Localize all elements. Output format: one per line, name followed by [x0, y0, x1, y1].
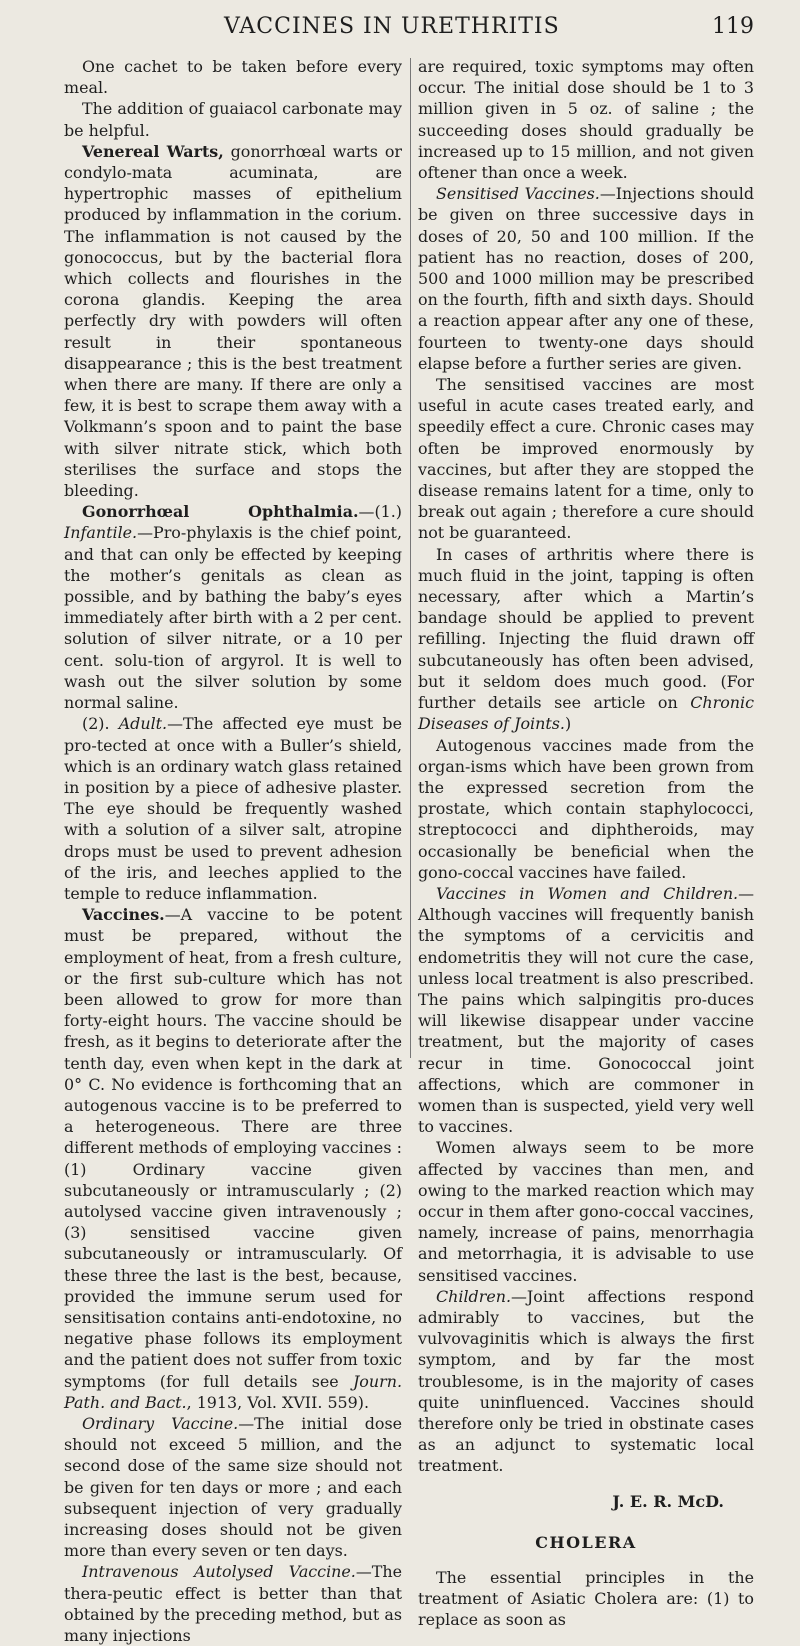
paragraph-children: Children.—Joint affections respond admirably to vaccines, but the vulvovaginitis which is always the first symptom, and by far the most troublesome, is in the majority of cases quite uninfluenced. Vaccines should therefore only be tried in obstinate cases as an adjunct to systematic local treatment.: [418, 1286, 754, 1476]
column-divider: [410, 58, 411, 1058]
paragraph-women-children: Vaccines in Women and Children.—Although vaccines will frequently banish the symptoms of a cervicitis and endometritis they will not cure the case, unless local treatment is also prescribed. The pains which salpingitis pro-duces will likewise disappear under vaccine treatment, but the majority of cases recur in time. Gonococcal joint affections, which are commoner in women than is suspected, yield very well to vaccines.: [418, 883, 754, 1137]
paragraph-sensitised-vaccines: Sensitised Vaccines.—Injections should be given on three successive days in doses of 20, 50 and 100 million. If the patient has no reaction, doses of 200, 500 and 1000 million may be prescribed on the fourth, fifth and sixth days. Should a reaction appear after any one of these, fourteen to twenty-one days should elapse before a further series are given.: [418, 184, 754, 373]
running-title: VACCINES IN URETHRITIS: [224, 14, 560, 39]
paragraph-gonorrhoeal-ophthalmia: Gonorrhœal Ophthalmia.—(1.) Infantile.—Pro-phylaxis is the chief point, and that can only be effected by keeping the mother’s genitals as clean as possible, and by bathing the baby’s eyes immediately after birth with a 2 per cent. solution of silver nitrate, or a 10 per cent. solu-tion of argyrol. It is well to wash out the silver solution by some normal saline.: [64, 502, 402, 713]
paragraph-autogenous: Autogenous vaccines made from the organ-isms which have been grown from the expressed secretion from the prostate, which contain staphylococci, streptococci and diphtheroids, may occasionally be beneficial when the gono-coccal vaccines have failed.: [418, 735, 754, 882]
paragraph: The sensitised vaccines are most useful in acute cases treated early, and speedily effect a cure. Chronic cases may often be improved enormously by vaccines, but after they are stopped the disease remains latent for a time, only to break out again ; therefore a cure should not be guaranteed.: [418, 375, 754, 543]
paragraph-cholera: The essential principles in the treatment of Asiatic Cholera are: (1) to replace as soon as: [418, 1568, 754, 1630]
subheading: Venereal Warts,: [82, 141, 224, 161]
paragraph: The addition of guaiacol carbonate may be helpful.: [64, 99, 402, 140]
paragraph-vaccines: Vaccines.—A vaccine to be potent must be prepared, without the employment of heat, from a fresh culture, or the first sub-culture which has not been allowed to grow for more than forty-eight hours. The vaccine should be fresh, as it begins to deteriorate after the tenth day, even when kept in the dark at 0° C. No evidence is forthcoming that an autogenous vaccine is to be preferred to a heterogeneous. There are three different methods of employing vaccines : (1) Ordinary vaccine given subcutaneously or intramuscularly ; (2) autolysed vaccine given intravenously ; (3) sensitised vaccine given subcutaneously or intramuscularly. Of these three the last is the best, because, provided the immune serum used for sensitisation contains anti-endotoxine, no negative phase follows its employment and the patient does not suffer from toxic symptoms (for full details see Journ. Path. and Bact., 1913, Vol. XVII. 559).: [64, 905, 402, 1412]
author-signature: J. E. R. McD.: [612, 1491, 724, 1511]
paragraph-intravenous-vaccine: Intravenous Autolysed Vaccine.—The thera-peutic effect is better than that obtained by the preceding method, but as many injections: [64, 1562, 402, 1646]
subheading: Gonorrhœal Ophthalmia.: [82, 502, 359, 522]
paragraph-continued: are required, toxic symptoms may often occur. The initial dose should be 1 to 3 million given in 5 oz. of saline ; the succeeding doses should gradually be increased up to 15 million, and not given oftener than once a week.: [418, 57, 754, 183]
paragraph-ordinary-vaccine: Ordinary Vaccine.—The initial dose should not exceed 5 million, and the second dose of the same size should not be given for ten days or more ; and each subsequent injection of very gradually increasing doses should not be given more than every seven or ten days.: [64, 1414, 402, 1561]
paragraph-adult: (2). Adult.—The affected eye must be pro-tected at once with a Buller’s shield, which is an ordinary watch glass retained in position by a piece of adhesive plaster. The eye should be frequently washed with a solution of a silver salt, atropine drops must be used to prevent adhesion of the iris, and leeches applied to the temple to reduce inflammation.: [64, 714, 402, 903]
right-column: [418, 56, 754, 1631]
paragraph-arthritis: In cases of arthritis where there is much fluid in the joint, tapping is often necessary, after which a Martin’s bandage should be applied to prevent refilling. Injecting the fluid drawn off subcutaneously has often been advised, but it seldom does much good. (For further details see article on Chronic Diseases of Joints.): [418, 544, 754, 734]
section-heading-cholera: CHOLERA: [535, 1532, 637, 1552]
paragraph: Women always seem to be more affected by vaccines than men, and owing to the marked reaction which may occur in them after gono-coccal vaccines, namely, increase of pains, menorrhagia and metorrhagia, it is advisable to use sensitised vaccines.: [418, 1138, 754, 1285]
paragraph-venereal-warts: Venereal Warts, gonorrhœal warts or condylo-mata acuminata, are hypertrophic masses of epithelium produced by inflammation in the corium. The inflammation is not caused by the gonococcus, but by the bacterial flora which collects and flourishes in the corona glandis. Keeping the area perfectly dry with powders will often result in their spontaneous disappearance ; this is the best treatment when there are many. If there are only a few, it is best to scrape them away with a Volkmann’s spoon and to paint the base with silver nitrate stick, which both sterilises the surface and stops the bleeding.: [64, 141, 402, 501]
running-head: [64, 14, 754, 46]
page-number: 119: [712, 14, 754, 39]
subheading: Vaccines.: [82, 905, 165, 925]
left-column: [64, 56, 402, 1646]
paragraph: One cachet to be taken before every meal.: [64, 57, 402, 98]
